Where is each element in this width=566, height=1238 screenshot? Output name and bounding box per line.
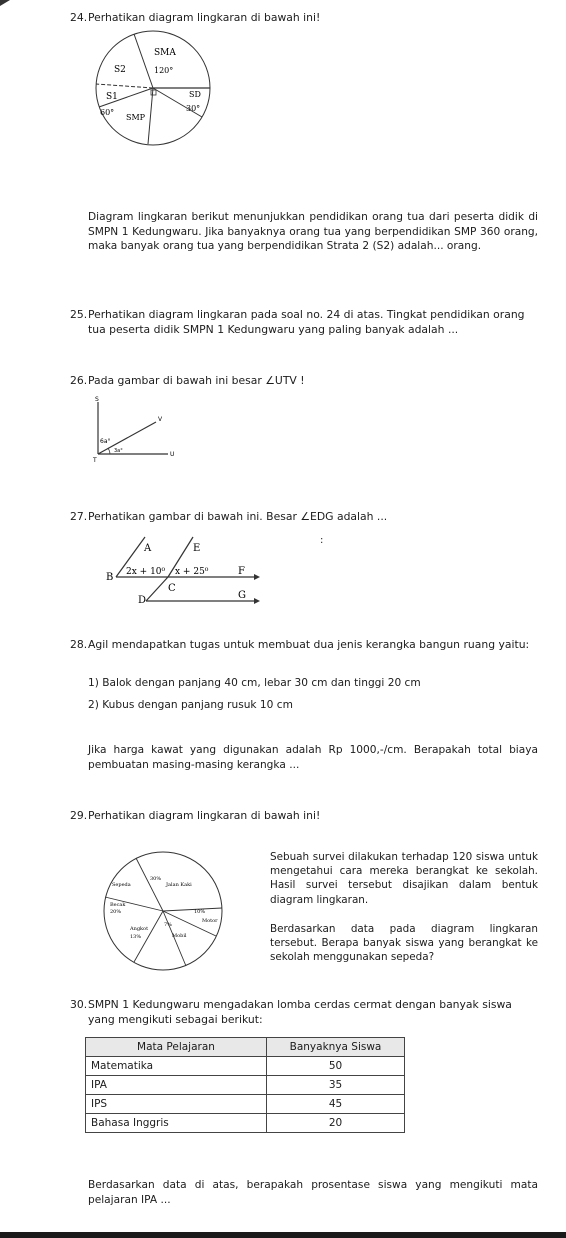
pie-label: S1: [106, 92, 118, 102]
point-label: U: [170, 451, 175, 458]
point-label: T: [93, 457, 97, 464]
question-26: [70, 373, 536, 389]
angle-label: 6a°: [100, 438, 111, 445]
table-cell: 45: [267, 1095, 405, 1114]
angle-arc: [108, 448, 110, 454]
table-cell: IPS: [86, 1095, 267, 1114]
table-row: [86, 1057, 405, 1076]
table-cell: 50: [267, 1057, 405, 1076]
table-header: Banyaknya Siswa: [267, 1038, 405, 1057]
pie-label: 120°: [154, 66, 174, 75]
angle-label: 3a°: [114, 448, 123, 454]
corner-mark: [0, 0, 12, 10]
table-cell: Bahasa Inggris: [86, 1114, 267, 1133]
question-number: 26.: [70, 374, 88, 387]
table-header-row: [86, 1038, 405, 1057]
question-text: Perhatikan gambar di bawah ini. Besar ∠EDG adalah ...: [88, 510, 388, 523]
question-25: [70, 307, 536, 339]
question-text: Perhatikan diagram lingkaran di bawah ini!: [88, 809, 321, 822]
angle-expression: x + 25⁰: [175, 567, 209, 577]
participants-table: [85, 1037, 405, 1133]
table-cell: Matematika: [86, 1057, 267, 1076]
pie-label: Sepeda: [112, 882, 131, 888]
pie-label: 30°: [186, 104, 201, 113]
table-header: Mata Pelajaran: [86, 1038, 267, 1057]
question-number: 25.: [70, 308, 88, 321]
pie-label: 30%: [150, 876, 162, 882]
table-row: [86, 1076, 405, 1095]
parallel-lines-figure: [104, 533, 269, 605]
pie-divider: [134, 34, 153, 88]
table-row: [86, 1095, 405, 1114]
right-angle-mark: [151, 90, 156, 95]
question-number: 24.: [70, 11, 88, 24]
pie-label: 13%: [130, 934, 142, 940]
angle-expression: 2x + 10⁰: [126, 567, 166, 577]
pie-label: Becak: [110, 902, 126, 908]
question-number: 30.: [70, 998, 88, 1011]
pie-label: SMP: [126, 113, 146, 122]
question-29-description: Sebuah survei dilakukan terhadap 120 siswa untuk mengetahui cara mereka berangkat ke sekolah. Hasil survei tersebut disajikan dalam bentuk diagram lingkaran.: [270, 851, 538, 906]
pie-divider: [136, 858, 163, 911]
question-29: [70, 808, 536, 824]
point-label: G: [238, 590, 246, 601]
table-row: [86, 1114, 405, 1133]
point-label: V: [158, 416, 163, 423]
pie-divider: [148, 88, 153, 144]
question-30-paragraph: Berdasarkan data di atas, berapakah prosentase siswa yang mengikuti mata pelajaran IPA ...: [88, 1179, 538, 1206]
question-29-question: Berdasarkan data pada diagram lingkaran tersebut. Berapa banyak siswa yang berangkat ke sekolah menggunakan sepeda?: [270, 923, 538, 964]
question-24: [70, 10, 536, 26]
pie-label: 7%: [164, 922, 172, 928]
point-label: E: [193, 543, 201, 554]
question-text: Agil mendapatkan tugas untuk membuat dua jenis kerangka bangun ruang yaitu:: [88, 638, 530, 651]
pie-label: Motor: [202, 918, 218, 924]
bottom-edge-bar: [0, 1232, 566, 1238]
pie-label: S2: [114, 65, 126, 75]
table-cell: 35: [267, 1076, 405, 1095]
angle-figure: [88, 392, 178, 472]
point-label: D: [138, 595, 147, 605]
question-30: [70, 997, 536, 1029]
list-item: 2) Kubus dengan panjang rusuk 10 cm: [88, 699, 293, 711]
list-item: 1) Balok dengan panjang 40 cm, lebar 30 cm dan tinggi 20 cm: [88, 677, 421, 689]
education-pie-chart: [92, 27, 214, 149]
pie-divider: [96, 84, 153, 88]
arrow-head: [254, 574, 260, 580]
pie-label: 60°: [100, 108, 115, 117]
pie-label: SMA: [154, 48, 176, 58]
question-number: 27.: [70, 510, 88, 523]
arrow-head: [254, 598, 260, 604]
pie-label: Jalan Kaki: [166, 882, 192, 888]
pie-label: 10%: [194, 909, 206, 915]
pie-label: SD: [189, 90, 201, 99]
point-label: B: [106, 572, 114, 583]
point-label: A: [144, 543, 152, 554]
stray-colon: :: [320, 535, 324, 546]
pie-label: Mobil: [172, 933, 187, 939]
question-27: [70, 509, 536, 525]
transport-pie-chart: [100, 848, 226, 974]
question-24-paragraph: Diagram lingkaran berikut menunjukkan pendidikan orang tua dari peserta didik di SMPN 1 Kedungwaru. Jika banyaknya orang tua yang berpendidikan SMP 360 orang, maka banyak orang tua yang berpendidikan Strata 2 (S2) adalah... orang.: [88, 211, 538, 252]
question-number: 29.: [70, 809, 88, 822]
point-label: S: [95, 396, 99, 403]
question-number: 28.: [70, 638, 88, 651]
question-28-paragraph: Jika harga kawat yang digunakan adalah Rp 1000,-/cm. Berapakah total biaya pembuatan masing-masing kerangka ...: [88, 744, 538, 771]
question-text: Pada gambar di bawah ini besar ∠UTV !: [88, 374, 305, 387]
pie-label: 20%: [110, 909, 122, 915]
table-cell: IPA: [86, 1076, 267, 1095]
segment-dc: [146, 577, 168, 601]
question-text: Perhatikan diagram lingkaran pada soal no. 24 di atas. Tingkat pendidikan orang tua peserta didik SMPN 1 Kedungwaru yang paling banyak adalah ...: [88, 308, 525, 336]
question-28: [70, 637, 536, 669]
pie-label: Angkot: [130, 926, 149, 932]
point-label: C: [168, 583, 176, 594]
point-label: F: [238, 566, 245, 577]
question-text: SMPN 1 Kedungwaru mengadakan lomba cerdas cermat dengan banyak siswa yang mengikuti sebagai berikut:: [88, 998, 512, 1026]
pie-divider: [163, 908, 222, 911]
table-cell: 20: [267, 1114, 405, 1133]
question-text: Perhatikan diagram lingkaran di bawah ini!: [88, 11, 321, 24]
